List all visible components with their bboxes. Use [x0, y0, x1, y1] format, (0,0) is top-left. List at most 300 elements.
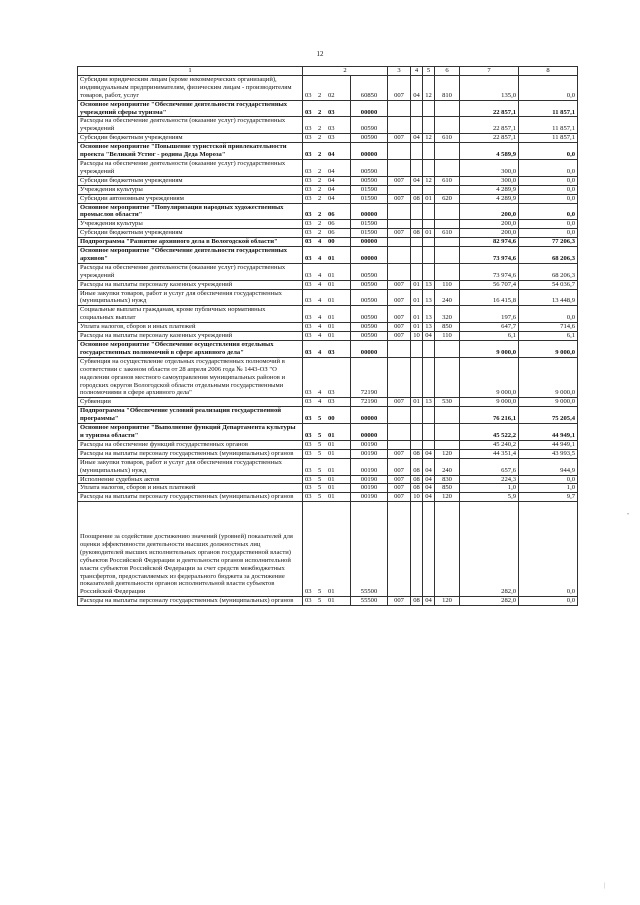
code-part-event: 01: [328, 431, 335, 439]
row-name: Субсидии бюджетным учреждениям: [78, 134, 303, 143]
direction-code: 00000: [351, 341, 388, 358]
amount-col-8: 0,0: [519, 185, 578, 194]
expense-type-code: [435, 263, 460, 280]
section-code: 04: [411, 75, 423, 100]
amount-col-8: 0,0: [519, 75, 578, 100]
amount-col-7: 657,6: [460, 458, 519, 475]
code-part-program: 03: [305, 167, 312, 175]
program-code: [303, 194, 351, 203]
amount-col-8: 0,0: [519, 159, 578, 176]
program-code: [303, 263, 351, 280]
amount-col-8: 44 949,1: [519, 440, 578, 449]
code-part-subprogram: 2: [318, 220, 322, 228]
direction-code: 72190: [351, 398, 388, 407]
direction-code: 00190: [351, 458, 388, 475]
amount-col-7: 4 589,9: [460, 143, 519, 160]
code-part-program: 03: [305, 475, 312, 483]
amount-col-7: 300,0: [460, 159, 519, 176]
program-code: [303, 143, 351, 160]
table-row: [78, 475, 578, 484]
table-row: [78, 263, 578, 280]
code-part-subprogram: 2: [318, 211, 322, 219]
direction-code: 00590: [351, 134, 388, 143]
dept-code: 007: [388, 229, 411, 238]
code-part-subprogram: 2: [318, 194, 322, 202]
row-name: Субвенции: [78, 398, 303, 407]
row-name: Подпрограмма "Обеспечение условий реализации государственной программы": [78, 407, 303, 424]
row-name: Основное мероприятие "Обеспечение деятельности государственных архивов": [78, 247, 303, 264]
table-row: [78, 407, 578, 424]
dept-code: 007: [388, 475, 411, 484]
dept-code: 007: [388, 597, 411, 606]
row-name: Социальные выплаты гражданам, кроме публичных нормативных социальных выплат: [78, 306, 303, 323]
direction-code: 00590: [351, 263, 388, 280]
dept-code: 007: [388, 323, 411, 332]
direction-code: 00190: [351, 449, 388, 458]
section-code: [411, 100, 423, 117]
dept-code: [388, 263, 411, 280]
subsection-code: 04: [423, 493, 435, 502]
expense-type-code: [435, 203, 460, 220]
code-part-subprogram: 4: [318, 389, 322, 397]
code-part-program: 03: [305, 440, 312, 448]
amount-col-7: 5,9: [460, 493, 519, 502]
amount-col-8: 68 206,3: [519, 263, 578, 280]
row-name: Субсидии бюджетным учреждениям: [78, 229, 303, 238]
row-name: Иные закупки товаров, работ и услуг для обеспечения государственных (муниципальных) нужд: [78, 289, 303, 306]
table-row: [78, 306, 578, 323]
program-code: [303, 323, 351, 332]
section-code: [411, 263, 423, 280]
expense-type-code: [435, 424, 460, 441]
code-part-event: 01: [328, 440, 335, 448]
dept-code: [388, 407, 411, 424]
code-part-program: 03: [305, 431, 312, 439]
code-part-subprogram: 5: [318, 597, 322, 605]
code-part-event: 03: [328, 389, 335, 397]
subsection-code: [423, 357, 435, 398]
amount-col-8: 0,0: [519, 229, 578, 238]
program-code: [303, 440, 351, 449]
amount-col-8: 0,0: [519, 220, 578, 229]
direction-code: 00590: [351, 176, 388, 185]
section-code: 01: [411, 398, 423, 407]
table-row: [78, 458, 578, 475]
amount-col-8: 54 036,7: [519, 280, 578, 289]
direction-code: 00590: [351, 332, 388, 341]
code-part-event: 01: [328, 271, 335, 279]
expense-type-code: [435, 159, 460, 176]
code-part-subprogram: 4: [318, 348, 322, 356]
subsection-code: 12: [423, 134, 435, 143]
code-part-subprogram: 4: [318, 271, 322, 279]
code-part-event: 01: [328, 323, 335, 331]
amount-col-7: 282,0: [460, 502, 519, 597]
code-part-program: 03: [305, 194, 312, 202]
code-part-event: 03: [328, 398, 335, 406]
expense-type-code: [435, 143, 460, 160]
code-part-event: 01: [328, 297, 335, 305]
code-part-event: 03: [328, 125, 335, 133]
section-code: 08: [411, 597, 423, 606]
section-code: [411, 502, 423, 597]
code-part-event: 03: [328, 134, 335, 142]
expense-type-code: 120: [435, 449, 460, 458]
table-row: [78, 134, 578, 143]
code-part-program: 03: [305, 398, 312, 406]
code-part-event: 04: [328, 167, 335, 175]
code-part-program: 03: [305, 323, 312, 331]
row-name: Уплата налогов, сборов и иных платежей: [78, 484, 303, 493]
direction-code: 00190: [351, 493, 388, 502]
table-row: [78, 597, 578, 606]
dept-code: [388, 117, 411, 134]
expense-type-code: [435, 440, 460, 449]
code-part-program: 03: [305, 151, 312, 159]
code-part-event: 04: [328, 151, 335, 159]
expense-type-code: [435, 238, 460, 247]
amount-col-8: 1,0: [519, 484, 578, 493]
amount-col-7: 22 857,1: [460, 134, 519, 143]
amount-col-7: 9 000,0: [460, 341, 519, 358]
dept-code: 007: [388, 134, 411, 143]
program-code: [303, 229, 351, 238]
amount-col-7: 4 289,9: [460, 194, 519, 203]
section-code: [411, 220, 423, 229]
program-code: [303, 247, 351, 264]
section-code: 01: [411, 306, 423, 323]
subsection-code: [423, 238, 435, 247]
code-part-subprogram: 5: [318, 484, 322, 492]
amount-col-7: 282,0: [460, 597, 519, 606]
subsection-code: [423, 341, 435, 358]
program-code: [303, 289, 351, 306]
dept-code: [388, 357, 411, 398]
table-row: [78, 100, 578, 117]
subsection-code: [423, 247, 435, 264]
row-name: Расходы на выплаты персоналу государственных (муниципальных) органов: [78, 493, 303, 502]
row-name: Основное мероприятие "Повышение туристской привлекательности проекта "Великий Устюг - родина Деда Мороза": [78, 143, 303, 160]
program-code: [303, 220, 351, 229]
amount-col-7: 73 974,6: [460, 247, 519, 264]
subsection-code: 04: [423, 484, 435, 493]
amount-col-7: 82 974,6: [460, 238, 519, 247]
subsection-code: [423, 407, 435, 424]
direction-code: 00000: [351, 100, 388, 117]
code-part-event: 01: [328, 588, 335, 596]
amount-col-8: 0,0: [519, 176, 578, 185]
subsection-code: 01: [423, 194, 435, 203]
section-code: [411, 143, 423, 160]
section-code: 08: [411, 484, 423, 493]
dept-code: 007: [388, 398, 411, 407]
program-code: [303, 117, 351, 134]
amount-col-8: 13 448,9: [519, 289, 578, 306]
table-row: [78, 332, 578, 341]
code-part-subprogram: 5: [318, 588, 322, 596]
program-code: [303, 185, 351, 194]
section-code: 01: [411, 323, 423, 332]
subsection-code: [423, 159, 435, 176]
expense-type-code: 610: [435, 229, 460, 238]
program-code: [303, 176, 351, 185]
table-row: [78, 440, 578, 449]
code-part-program: 03: [305, 314, 312, 322]
table-row: [78, 176, 578, 185]
amount-col-7: 56 707,4: [460, 280, 519, 289]
table-row: [78, 247, 578, 264]
code-part-event: 01: [328, 466, 335, 474]
program-code: [303, 449, 351, 458]
row-name: Основное мероприятие "Популяризация народных художественных промыслов области": [78, 203, 303, 220]
code-part-program: 03: [305, 254, 312, 262]
direction-code: 00590: [351, 280, 388, 289]
section-code: [411, 357, 423, 398]
program-code: [303, 475, 351, 484]
dept-code: 007: [388, 458, 411, 475]
code-part-subprogram: 5: [318, 431, 322, 439]
program-code: [303, 458, 351, 475]
dept-code: 007: [388, 194, 411, 203]
program-code: [303, 134, 351, 143]
code-part-program: 03: [305, 108, 312, 116]
code-part-program: 03: [305, 211, 312, 219]
section-code: [411, 407, 423, 424]
code-part-program: 03: [305, 229, 312, 237]
dept-code: [388, 220, 411, 229]
row-name: Расходы на обеспечение функций государственных органов: [78, 440, 303, 449]
row-name: Уплата налогов, сборов и иных платежей: [78, 323, 303, 332]
amount-col-8: 11 857,1: [519, 100, 578, 117]
code-part-subprogram: 4: [318, 398, 322, 406]
amount-col-8: 0,0: [519, 143, 578, 160]
margin-mark: •: [627, 512, 630, 518]
expense-type-code: 240: [435, 458, 460, 475]
amount-col-7: 1,0: [460, 484, 519, 493]
section-code: 08: [411, 229, 423, 238]
code-part-event: 03: [328, 348, 335, 356]
direction-code: 01590: [351, 220, 388, 229]
amount-col-8: 11 857,1: [519, 117, 578, 134]
section-code: 01: [411, 289, 423, 306]
amount-col-7: 16 415,8: [460, 289, 519, 306]
code-part-subprogram: 5: [318, 493, 322, 501]
table-row: [78, 159, 578, 176]
row-name: Учреждения культуры: [78, 185, 303, 194]
expense-type-code: [435, 220, 460, 229]
dept-code: [388, 185, 411, 194]
table-body: [78, 75, 578, 605]
direction-code: 55500: [351, 597, 388, 606]
code-part-event: 06: [328, 229, 335, 237]
dept-code: [388, 159, 411, 176]
code-part-subprogram: 2: [318, 134, 322, 142]
amount-col-8: 11 857,1: [519, 134, 578, 143]
subsection-code: 13: [423, 306, 435, 323]
code-part-event: 00: [328, 238, 335, 246]
code-part-subprogram: 5: [318, 475, 322, 483]
expense-type-code: 610: [435, 134, 460, 143]
dept-code: [388, 203, 411, 220]
expense-type-code: 850: [435, 323, 460, 332]
amount-col-7: 200,0: [460, 229, 519, 238]
amount-col-7: 73 974,6: [460, 263, 519, 280]
code-part-subprogram: 4: [318, 238, 322, 246]
amount-col-7: 9 000,0: [460, 398, 519, 407]
amount-col-7: 4 289,9: [460, 185, 519, 194]
code-part-program: 03: [305, 588, 312, 596]
section-code: 01: [411, 280, 423, 289]
section-code: [411, 440, 423, 449]
program-code: [303, 407, 351, 424]
code-part-program: 03: [305, 484, 312, 492]
amount-col-8: 0,0: [519, 475, 578, 484]
code-part-event: 01: [328, 332, 335, 340]
direction-code: 01590: [351, 194, 388, 203]
code-part-subprogram: 2: [318, 167, 322, 175]
expense-type-code: [435, 357, 460, 398]
section-code: [411, 424, 423, 441]
program-code: [303, 341, 351, 358]
amount-col-7: 45 240,2: [460, 440, 519, 449]
table-row: [78, 117, 578, 134]
subsection-code: 13: [423, 289, 435, 306]
page-number: 12: [316, 50, 324, 58]
program-code: [303, 484, 351, 493]
section-code: [411, 341, 423, 358]
amount-col-7: 22 857,1: [460, 117, 519, 134]
row-name: Основное мероприятие "Выполнение функций Департамента культуры и туризма области": [78, 424, 303, 441]
amount-col-8: 714,6: [519, 323, 578, 332]
code-part-subprogram: 2: [318, 229, 322, 237]
expense-type-code: [435, 407, 460, 424]
table-row: [78, 220, 578, 229]
code-part-subprogram: 4: [318, 323, 322, 331]
expense-type-code: 620: [435, 194, 460, 203]
code-part-event: 01: [328, 254, 335, 262]
amount-col-8: 6,1: [519, 332, 578, 341]
section-code: 10: [411, 493, 423, 502]
expense-type-code: [435, 117, 460, 134]
code-part-event: 01: [328, 597, 335, 605]
dept-code: 007: [388, 306, 411, 323]
code-part-event: 02: [328, 91, 335, 99]
amount-col-7: 45 522,2: [460, 424, 519, 441]
code-part-subprogram: 5: [318, 415, 322, 423]
expense-type-code: 240: [435, 289, 460, 306]
program-code: [303, 306, 351, 323]
row-name: Поощрение за содействие достижению значений (уровней) показателей для оценки эффективности деятельности высших должностных лиц (руководителей высших исполнительных органов государственной власти) субъектов Российской Федерации и деятельности органов исполнительной власти субъектов Российской Федерации за счет средств межбюджетных трансфертов, предоставляемых из федерального бюджета за достижение показателей деятельности органов исполнительной власти субъектов Российской Федерации: [78, 502, 303, 597]
dept-code: [388, 424, 411, 441]
table-row: [78, 493, 578, 502]
expense-type-code: 610: [435, 176, 460, 185]
subsection-code: 04: [423, 458, 435, 475]
code-part-subprogram: 2: [318, 151, 322, 159]
code-part-subprogram: 2: [318, 125, 322, 133]
direction-code: 00590: [351, 159, 388, 176]
subsection-code: [423, 185, 435, 194]
amount-col-7: 197,6: [460, 306, 519, 323]
code-part-subprogram: 4: [318, 332, 322, 340]
dept-code: 007: [388, 493, 411, 502]
row-name: Расходы на выплаты персоналу государственных (муниципальных) органов: [78, 597, 303, 606]
header-col-6: 6: [435, 67, 460, 76]
expense-type-code: 320: [435, 306, 460, 323]
table-row: [78, 185, 578, 194]
program-code: [303, 280, 351, 289]
amount-col-7: 76 216,1: [460, 407, 519, 424]
amount-col-8: 75 205,4: [519, 407, 578, 424]
code-part-subprogram: 2: [318, 176, 322, 184]
section-code: [411, 238, 423, 247]
code-part-program: 03: [305, 297, 312, 305]
code-part-subprogram: 5: [318, 449, 322, 457]
margin-mark: |: [604, 883, 606, 889]
code-part-subprogram: 2: [318, 108, 322, 116]
expense-type-code: 120: [435, 493, 460, 502]
section-code: [411, 185, 423, 194]
direction-code: 01590: [351, 185, 388, 194]
amount-col-7: 300,0: [460, 176, 519, 185]
table-row: [78, 238, 578, 247]
code-part-event: 01: [328, 280, 335, 288]
code-part-program: 03: [305, 91, 312, 99]
amount-col-7: 22 857,1: [460, 100, 519, 117]
code-part-event: 01: [328, 475, 335, 483]
dept-code: [388, 247, 411, 264]
direction-code: 00000: [351, 143, 388, 160]
code-part-event: 04: [328, 176, 335, 184]
subsection-code: 13: [423, 280, 435, 289]
program-code: [303, 75, 351, 100]
expense-type-code: [435, 100, 460, 117]
direction-code: 55500: [351, 502, 388, 597]
section-code: 08: [411, 475, 423, 484]
direction-code: 00190: [351, 440, 388, 449]
amount-col-8: 9 000,0: [519, 357, 578, 398]
subsection-code: 04: [423, 475, 435, 484]
amount-col-7: 200,0: [460, 203, 519, 220]
program-code: [303, 357, 351, 398]
amount-col-8: 0,0: [519, 306, 578, 323]
subsection-code: [423, 203, 435, 220]
expense-type-code: [435, 341, 460, 358]
table-row: [78, 449, 578, 458]
code-part-program: 03: [305, 134, 312, 142]
code-part-event: 01: [328, 493, 335, 501]
table-row: [78, 229, 578, 238]
amount-col-8: 44 949,1: [519, 424, 578, 441]
section-code: [411, 203, 423, 220]
code-part-program: 03: [305, 125, 312, 133]
subsection-code: [423, 117, 435, 134]
amount-col-8: 77 206,3: [519, 238, 578, 247]
section-code: 08: [411, 458, 423, 475]
subsection-code: 04: [423, 597, 435, 606]
header-col-3: 3: [388, 67, 411, 76]
amount-col-7: 647,7: [460, 323, 519, 332]
subsection-code: 04: [423, 332, 435, 341]
subsection-code: 12: [423, 75, 435, 100]
row-name: Исполнение судебных актов: [78, 475, 303, 484]
section-code: 10: [411, 332, 423, 341]
code-part-event: 04: [328, 185, 335, 193]
header-col-4: 4: [411, 67, 423, 76]
expense-type-code: [435, 185, 460, 194]
code-part-event: 01: [328, 449, 335, 457]
expense-type-code: [435, 247, 460, 264]
row-name: Расходы на выплаты персоналу государственных (муниципальных) органов: [78, 449, 303, 458]
